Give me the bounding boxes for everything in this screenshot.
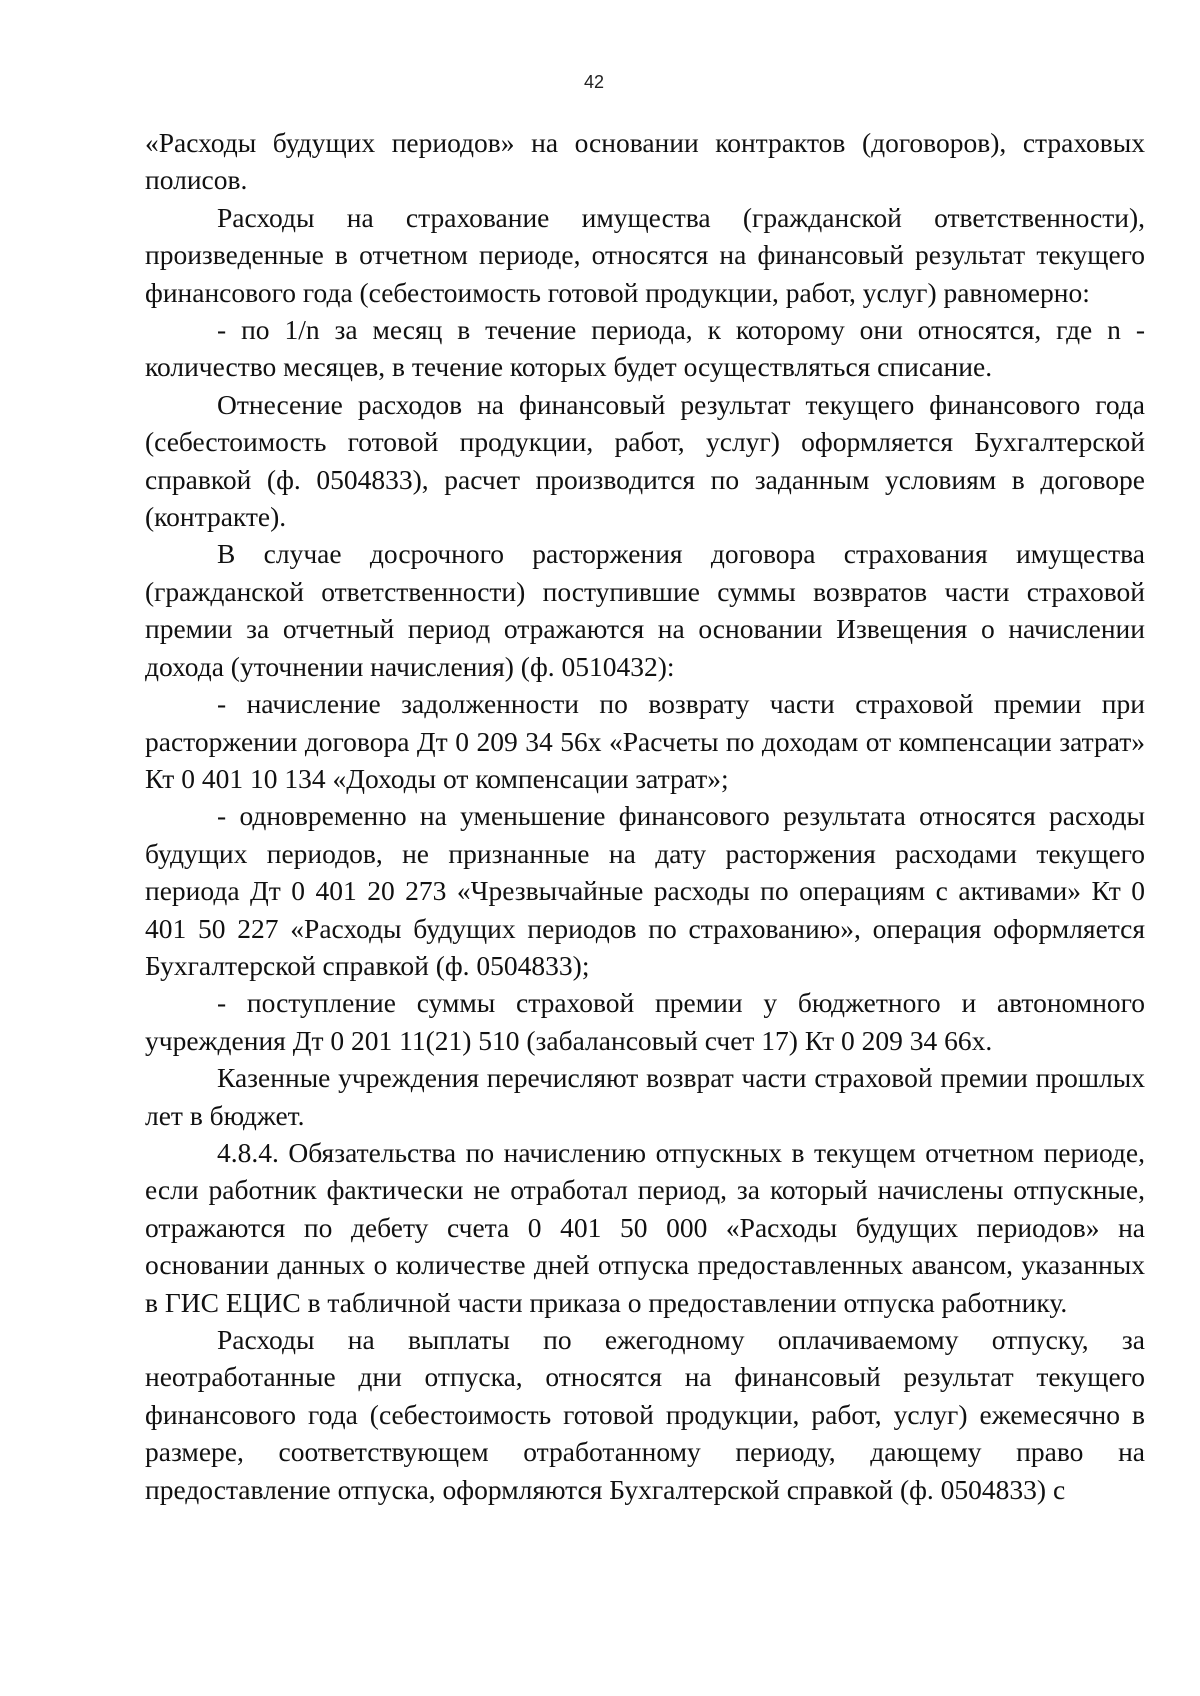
paragraph-future-expenses-basis: «Расходы будущих периодов» на основании контрактов (договоров), страховых полисов. (145, 127, 1145, 196)
list-item-future-expenses-writeoff: - одновременно на уменьшение финансового результата относятся расходы будущих периодов, не признанные на дату расторжения расходами текущего периода Дт 0 401 20 273 «Чрезвычайные расходы по операциям с активами» Кт 0 401 50 227 «Расходы будущих периодов по страхованию», операция оформляется Бухгалтерской справкой (ф. 0504833); (145, 800, 1145, 981)
list-item-premium-receipt: - поступление суммы страховой премии у бюджетного и автономного учреждения Дт 0 201 11(21) 510 (забалансовый счет 17) Кт 0 209 34 66х. (145, 987, 1145, 1056)
paragraph-expense-allocation: Отнесение расходов на финансовый результат текущего финансового года (себестоимость готовой продукции, работ, услуг) оформляется Бухгалтерской справкой (ф. 0504833), расчет производится по заданным условиям в договоре (контракте). (145, 388, 1145, 533)
page-number: 42 (583, 72, 605, 92)
list-item-monthly-share: - по 1/n за месяц в течение периода, к которому они относятся, где n - количество месяцев, в течение которых будет осуществляться списание. (145, 314, 1145, 383)
document-body (145, 124, 1145, 1508)
list-item-debt-accrual: - начисление задолженности по возврату части страховой премии при расторжении договора Дт 0 209 34 56х «Расчеты по доходам от компенсации затрат» Кт 0 401 10 134 «Доходы от компенсации затрат»; (145, 688, 1145, 794)
section-4-8-4-vacation-obligations: 4.8.4. Обязательства по начислению отпускных в текущем отчетном периоде, если работник фактически не отработал период, за который начислены отпускные, отражаются по дебету счета 0 401 50 000 «Расходы будущих периодов» на основании данных о количестве дней отпуска предоставленных авансом, указанных в ГИС ЕЦИС в табличной части приказа о предоставлении отпуска работнику. (145, 1136, 1145, 1318)
paragraph-state-institutions: Казенные учреждения перечисляют возврат части страховой премии прошлых лет в бюджет. (145, 1062, 1145, 1131)
paragraph-early-termination: В случае досрочного расторжения договора страхования имущества (гражданской ответственности) поступившие суммы возвратов части страховой премии за отчетный период отражаются на основании Извещения о начислении дохода (уточнении начисления) (ф. 0510432): (145, 538, 1145, 682)
paragraph-insurance-expenses: Расходы на страхование имущества (гражданской ответственности), произведенные в отчетном периоде, относятся на финансовый результат текущего финансового года (себестоимость готовой продукции, работ, услуг) равномерно: (145, 201, 1145, 308)
paragraph-vacation-payments: Расходы на выплаты по ежегодному оплачиваемому отпуску, за неотработанные дни отпуска, относятся на финансовый результат текущего финансового года (себестоимость готовой продукции, работ, услуг) ежемесячно в размере, соответствующем отработанному периоду, дающему право на предоставление отпуска, оформляются Бухгалтерской справкой (ф. 0504833) с (145, 1324, 1145, 1505)
